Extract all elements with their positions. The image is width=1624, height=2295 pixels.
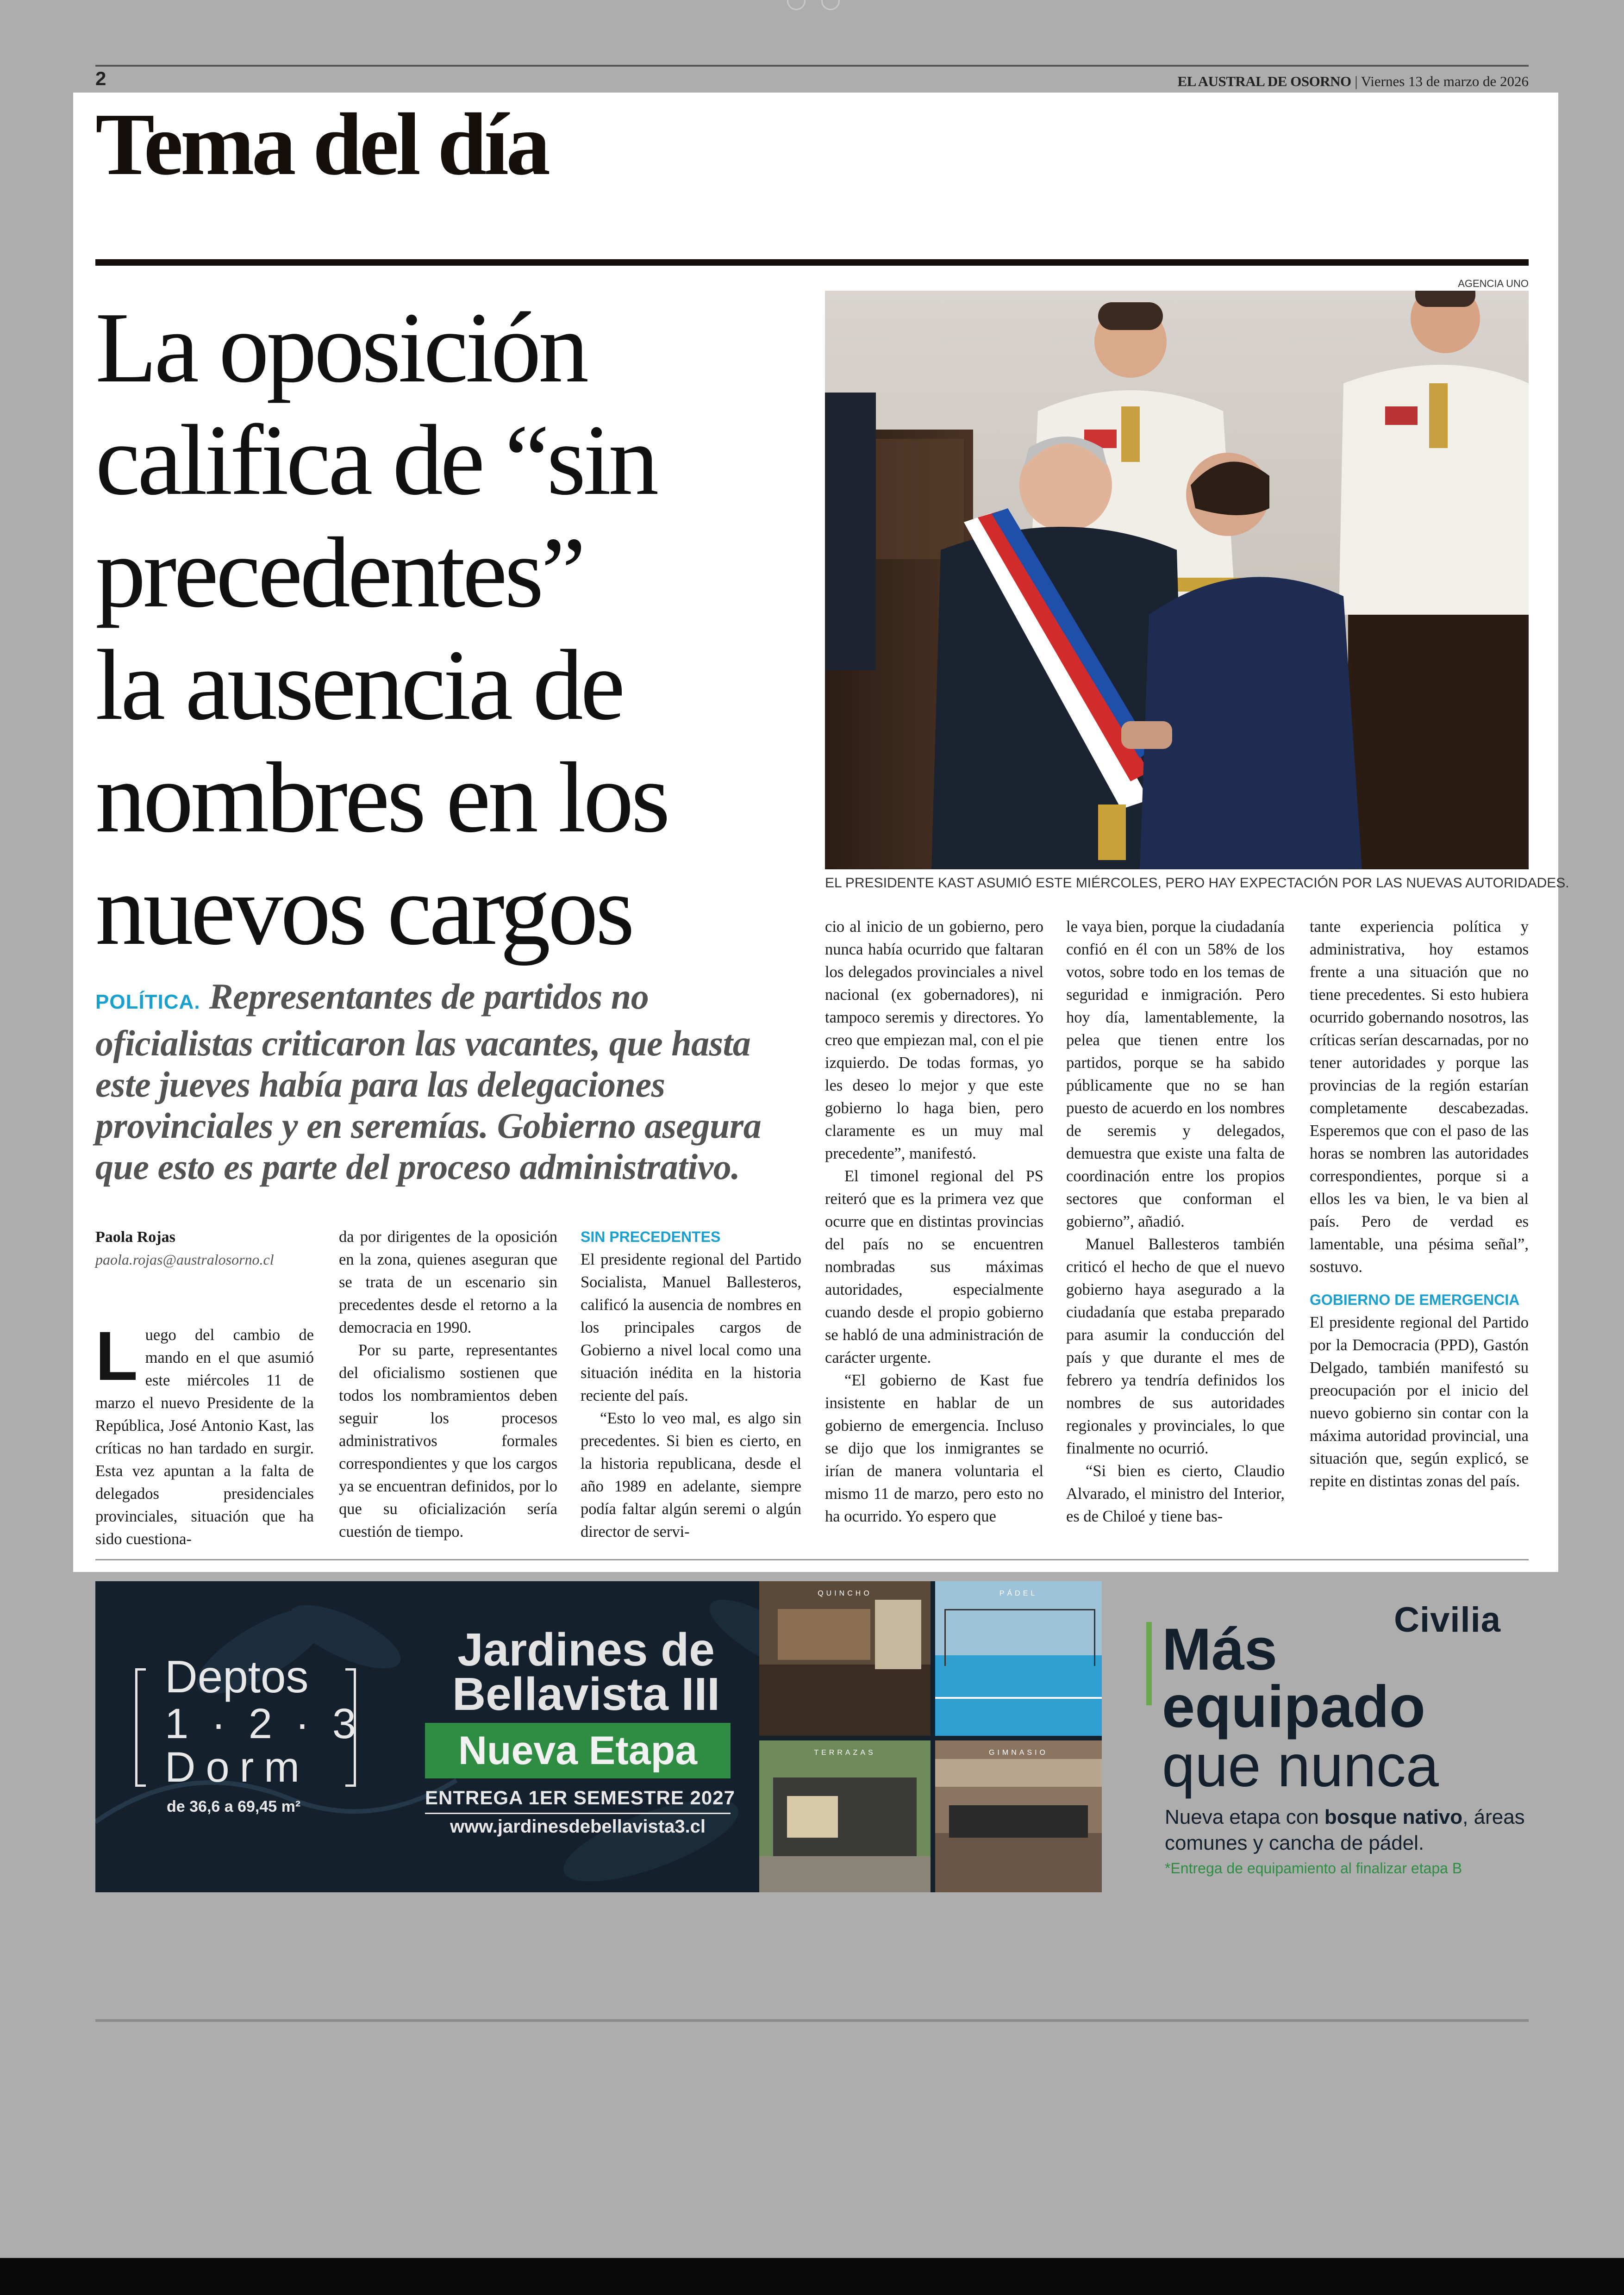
- gimnasio-photo: [935, 1740, 1102, 1892]
- article-column-2: [339, 1226, 557, 1543]
- accent-bar: [1146, 1622, 1152, 1705]
- photo-credit: AGENCIA UNO: [1458, 278, 1529, 289]
- project-name-line2: Bellavista III: [452, 1668, 720, 1720]
- photo-illustration: [825, 291, 1529, 869]
- ad-description: [1165, 1804, 1526, 1856]
- top-rule: [95, 65, 1529, 67]
- section-title: Tema del día: [95, 95, 548, 193]
- paragraph: “Si bien es cierto, Claudio Alvarado, el ministro del Interior, es de Chiloé y tiene bas-: [1066, 1462, 1285, 1525]
- paragraph: El presidente regional del Partido por la Democracia (PPD), Gastón Delgado, también manifestó su preocupación por el inicio del nuevo gobierno sin contar con la máxima autoridad provincial, una situación que, según explicó, se repite en distintas zonas del país.: [1310, 1314, 1529, 1490]
- article-headline: [95, 292, 836, 967]
- drop-cap: L: [95, 1317, 138, 1395]
- masthead: [1178, 73, 1529, 90]
- publication-name: EL AUSTRAL DE OSORNO: [1177, 73, 1351, 89]
- tagline-line3: que nunca: [1162, 1733, 1439, 1799]
- delivery-date: ENTREGA 1ER SEMESTRE 2027: [425, 1787, 735, 1809]
- subheading: SIN PRECEDENTES: [581, 1229, 721, 1245]
- viewer-bottom-bar: [0, 2258, 1624, 2295]
- dorm-label: Dorm: [165, 1744, 310, 1791]
- deptos-bracket-left: [135, 1668, 146, 1787]
- terrazas-photo: [759, 1740, 931, 1892]
- article-column-6: [1310, 916, 1529, 1493]
- paragraph: El presidente regional del Partido Socialista, Manuel Ballesteros, calificó la ausencia de nombres en los principales cargos de Gobierno a nivel local como una situación inédita en la historia reciente del país.: [581, 1251, 801, 1404]
- article-photo: [825, 291, 1529, 869]
- ad-url-link[interactable]: www.jardinesdebellavista3.cl: [450, 1816, 706, 1837]
- footer-rule: [95, 2019, 1529, 2022]
- lead-kicker: POLÍTICA.: [95, 991, 200, 1013]
- tagline-line1: Más: [1162, 1616, 1277, 1683]
- headline-line: precedentes”: [95, 517, 583, 629]
- next-page-dot[interactable]: [821, 0, 840, 10]
- desc-text: , áreas comunes y cancha de pádel.: [1165, 1806, 1525, 1854]
- padel-photo: [935, 1581, 1102, 1736]
- size-range: de 36,6 a 69,45 m²: [167, 1798, 301, 1815]
- tile-label: QUINCHO: [818, 1590, 872, 1597]
- author-email: paola.rojas@australosorno.cl: [95, 1251, 274, 1268]
- tile-label: TERRAZAS: [814, 1749, 876, 1757]
- paragraph: le vaya bien, porque la ciudadanía confió en él con un 58% de los votos, sobre todo en los temas de seguridad e inmigración. Pero hoy día, lamentablemente, la pelea que tienen entre los partidos, porque se ha sabido públicamente que no se han puesto de acuerdo en los nombres de seremis y delegados, demuestra que existe una falta de coordinación entre los propios sectores que conforman el gobierno”, añadió.: [1066, 918, 1285, 1230]
- paragraph: “El gobierno de Kast fue insistente en hablar de un gobierno de emergencia. Incluso se dijo que los inmigrantes se irían de manera voluntaria el mismo 11 de marzo, pero esto no ha ocurrido. Yo espero que: [825, 1372, 1043, 1525]
- photo-caption: EL PRESIDENTE KAST ASUMIÓ ESTE MIÉRCOLES, PERO HAY EXPECTACIÓN POR LAS NUEVAS AUTORIDADES.: [825, 875, 1569, 891]
- deptos-numbers: 1 · 2 · 3: [165, 1700, 362, 1747]
- headline-line: La oposición: [95, 292, 587, 404]
- paragraph-text: uego del cambio de mando en el que asumió este miércoles 11 de marzo el nuevo Presidente de la República, José Antonio Kast, las críticas no han tardado en surgir. Esta vez apuntan a la falta de delegados presidenciales provinciales, situación que ha sido cuestiona-: [95, 1326, 314, 1548]
- publication-date: | Viernes 13 de marzo de 2026: [1355, 73, 1529, 89]
- ad-banner[interactable]: [95, 1581, 1102, 1892]
- paragraph: El timonel regional del PS reiteró que es la primera vez que ocurre que en distintas provincias del país no se encuentren nombradas sus máximas autoridades, especialmente cuando desde el propio gobierno se habló de una administración de carácter urgente.: [825, 1167, 1043, 1366]
- paragraph: cio al inicio de un gobierno, pero nunca había ocurrido que faltaran los delegados provinciales a nivel nacional (ex gobernadores), ni tampoco seremis y directores. Yo creo que empiezan mal, con el pie izquierdo. De todas formas, yo les deseo lo mejor y que este gobierno lo haga bien, pero claramente es un muy mal precedente”, manifestó.: [825, 918, 1043, 1162]
- desc-bold: bosque nativo: [1324, 1806, 1463, 1828]
- ad-footnote: *Entrega de equipamiento al finalizar etapa B: [1165, 1860, 1462, 1877]
- desc-text: Nueva etapa con: [1165, 1806, 1324, 1828]
- article-column-4: [825, 916, 1043, 1528]
- paragraph: Manuel Ballesteros también criticó el hecho de que el nuevo gobierno haya asegurado a la ciudadanía que estaba preparado para asumir la conducción del país y que durante el mes de febrero ya tendría definidos los nombres de sus autoridades regionales y provinciales, lo que finalmente no ocurrió.: [1066, 1235, 1285, 1457]
- article-bottom-rule: [95, 1559, 1529, 1560]
- nueva-etapa-badge: Nueva Etapa: [425, 1723, 731, 1778]
- deptos-label: Deptos: [165, 1651, 309, 1702]
- paragraph: Por su parte, representantes del oficialismo sostienen que todos los nombramientos deben seguir los procesos administrativos formales correspondientes y que los cargos ya se encuentran definidos, por lo que su oficialización sería cuestión de tiempo.: [339, 1341, 557, 1540]
- paragraph: [95, 1317, 314, 1551]
- paragraph: tante experiencia política y administrativa, hoy estamos frente a una situación que no tiene precedentes. Si esto hubiera ocurrido gobernando nosotros, las críticas serían descarnadas, por no tener autoridades y porque las provincias de la región estarían completamente descabezadas. Esperemos que con el paso de las horas se nombren las autoridades correspondientes, porque si a ellos les va bien, le va bien al país. Pero de verdad es lamentable, una pésima señal”, sostuvo.: [1310, 918, 1529, 1276]
- headline-line: nuevos cargos: [95, 854, 632, 966]
- author-name: Paola Rojas: [95, 1229, 175, 1246]
- paragraph: da por dirigentes de la oposición en la zona, quienes aseguran que se trata de un escenario sin precedentes desde el retorno a la democracia en 1990.: [339, 1228, 557, 1336]
- project-name-line1: Jardines de: [457, 1624, 715, 1676]
- article-column-3: [581, 1226, 801, 1543]
- viewer-nav: [783, 0, 843, 11]
- tile-label: GIMNASIO: [988, 1749, 1048, 1757]
- ad-divider: [425, 1813, 731, 1814]
- prev-page-dot[interactable]: [787, 0, 806, 10]
- ad-brand-panel[interactable]: [1111, 1581, 1529, 1892]
- headline-line: nombres en los: [95, 742, 668, 854]
- headline-line: la ausencia de: [95, 630, 623, 741]
- tile-label: PÁDEL: [999, 1590, 1038, 1597]
- page-number: 2: [95, 68, 106, 89]
- paragraph: “Esto lo veo mal, es algo sin precedentes. Si bien es cierto, en la historia republicana, desde el año 1989 en adelante, siempre podía faltar algún seremi o algún director de servi-: [581, 1409, 801, 1540]
- section-rule: [95, 259, 1529, 266]
- lead-text: Representantes de partidos no oficialistas criticaron las vacantes, que hasta este jueves había para las delegaciones provinciales y en seremías. Gobierno asegura que esto es parte del proceso administrativo.: [95, 976, 762, 1187]
- article-column-5: [1066, 916, 1285, 1528]
- subheading: GOBIERNO DE EMERGENCIA: [1310, 1291, 1520, 1308]
- civilia-logo: Civilia: [1394, 1600, 1501, 1640]
- article-lead: [95, 976, 804, 1187]
- article-column-1: [95, 1226, 314, 1551]
- headline-line: califica de “sin: [95, 405, 656, 516]
- quincho-photo: [759, 1581, 931, 1736]
- tagline-line2: equipado: [1162, 1674, 1425, 1740]
